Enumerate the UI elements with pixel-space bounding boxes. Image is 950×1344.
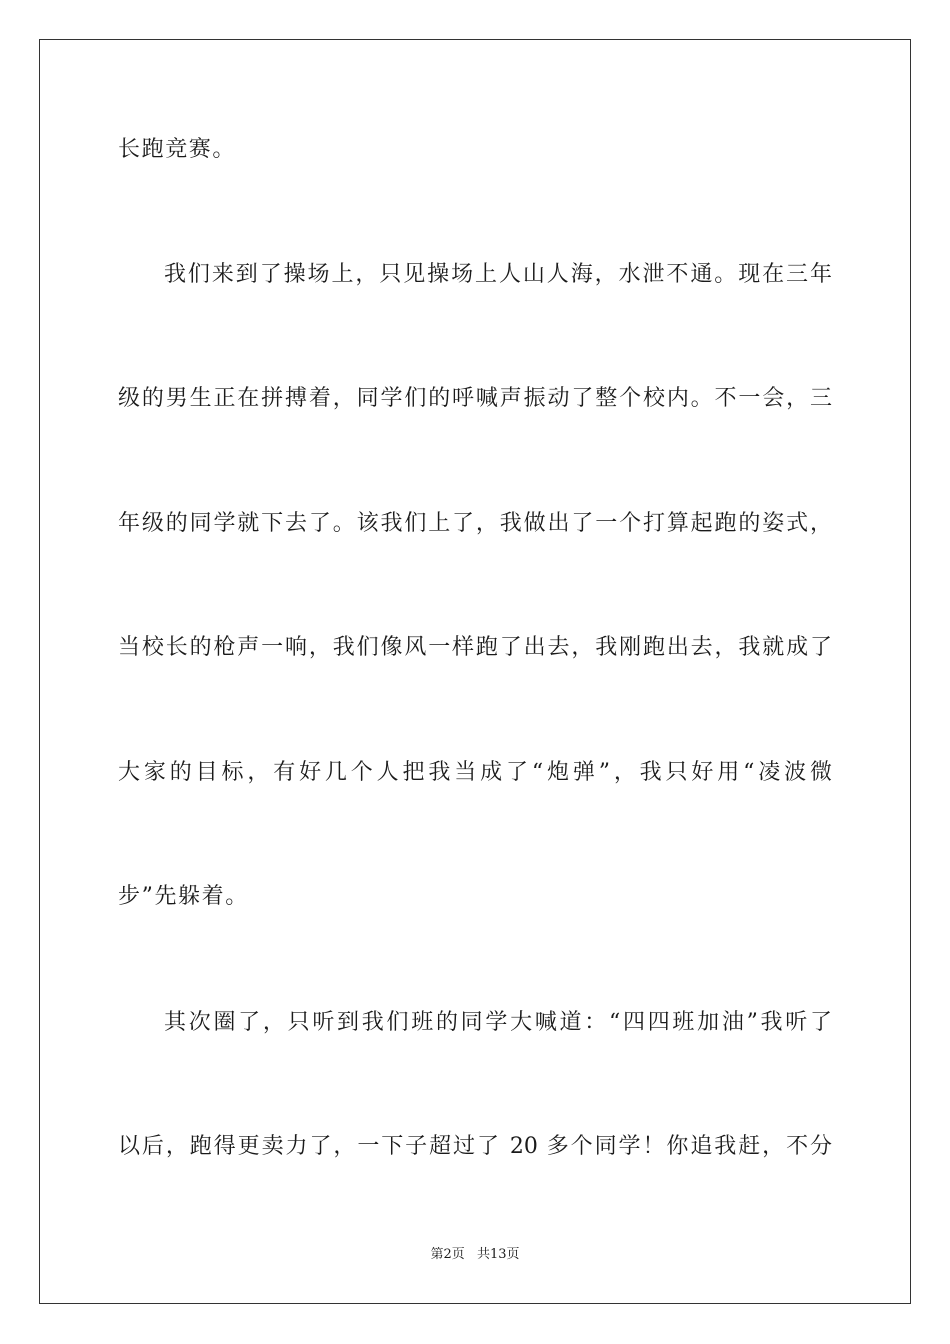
page-total: 共13页 <box>476 1247 520 1262</box>
page-border <box>39 39 911 1304</box>
text-line-4: 年级的同学就下去了。该我们上了，我做出了一个打算起跑的姿式， <box>118 511 832 536</box>
text-line-3: 级的男生正在拼搏着，同学们的呼喊声振动了整个校内。不一会，三 <box>118 386 832 411</box>
text-line-7: 步”先躲着。 <box>118 884 249 909</box>
text-line-6: 大家的目标，有好几个人把我当成了“炮弹”，我只好用“凌波微 <box>118 760 832 785</box>
text-line-5: 当校长的枪声一响，我们像风一样跑了出去，我刚跑出去，我就成了 <box>118 635 832 660</box>
text-line-1: 长跑竞赛。 <box>118 137 237 162</box>
text-line-9: 以后，跑得更卖力了，一下子超过了 20 多个同学！你追我赶，不分 <box>118 1134 832 1159</box>
page-number <box>0 1246 950 1264</box>
text-line-2: 我们来到了操场上，只见操场上人山人海，水泄不通。现在三年 <box>164 262 832 287</box>
text-line-8: 其次圈了，只听到我们班的同学大喊道：“四四班加油”我听了 <box>164 1010 832 1035</box>
page-current: 第2页 <box>430 1247 465 1262</box>
